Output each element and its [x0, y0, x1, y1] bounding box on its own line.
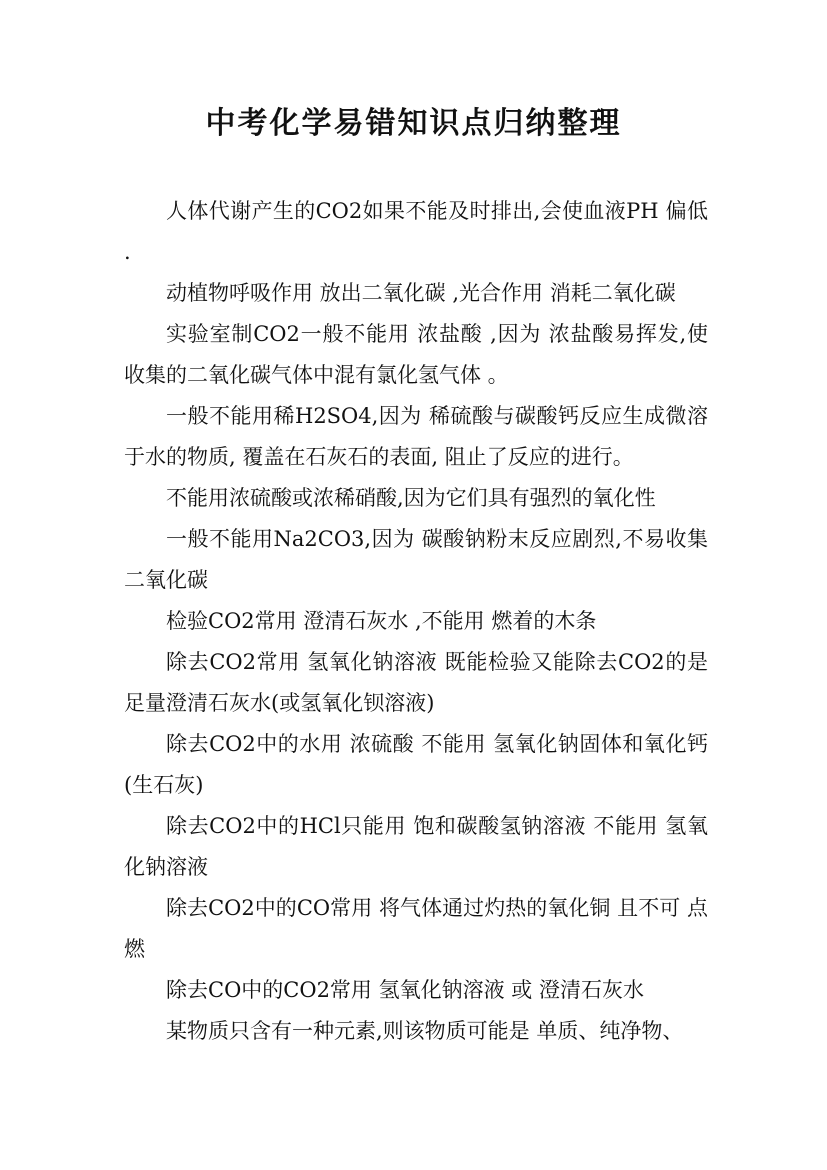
paragraph: 不能用浓硫酸或浓稀硝酸,因为它们具有强烈的氧化性 [166, 486, 656, 510]
paragraph: 实验室制CO2一般不能用 浓盐酸 ,因为 浓盐酸易挥发,使收集的二氧化碳气体中混有氯化氢气体 。 [124, 322, 708, 387]
paragraph: 除去CO2常用 氢氧化钠溶液 既能检验又能除去CO2的是 足量澄清石灰水(或氢氧化钡溶液) [124, 650, 708, 715]
paragraph: 人体代谢产生的CO2如果不能及时排出,会使血液PH 偏低 . [124, 199, 708, 264]
paragraph: 一般不能用稀H2SO4,因为 稀硫酸与碳酸钙反应生成微溶于水的物质, 覆盖在石灰石的表面, 阻止了反应的进行。 [124, 404, 708, 469]
paragraph: 检验CO2常用 澄清石灰水 ,不能用 燃着的木条 [166, 609, 597, 633]
document-body [124, 191, 708, 1052]
paragraph: 某物质只含有一种元素,则该物质可能是 单质、纯净物、 [166, 1019, 684, 1043]
paragraph: 除去CO2中的水用 浓硫酸 不能用 氢氧化钠固体和氧化钙(生石灰) [124, 732, 708, 797]
paragraph: 一般不能用Na2CO3,因为 碳酸钠粉末反应剧烈,不易收集二氧化碳 [124, 527, 708, 592]
paragraph: 动植物呼吸作用 放出二氧化碳 ,光合作用 消耗二氧化碳 [166, 281, 676, 305]
document-title: 中考化学易错知识点归纳整理 [205, 106, 622, 141]
paragraph: 除去CO2中的CO常用 将气体通过灼热的氧化铜 且不可 点燃 [124, 896, 708, 961]
paragraph: 除去CO2中的HCl只能用 饱和碳酸氢钠溶液 不能用 氢氧化钠溶液 [124, 814, 708, 879]
paragraph: 除去CO中的CO2常用 氢氧化钠溶液 或 澄清石灰水 [166, 978, 644, 1002]
